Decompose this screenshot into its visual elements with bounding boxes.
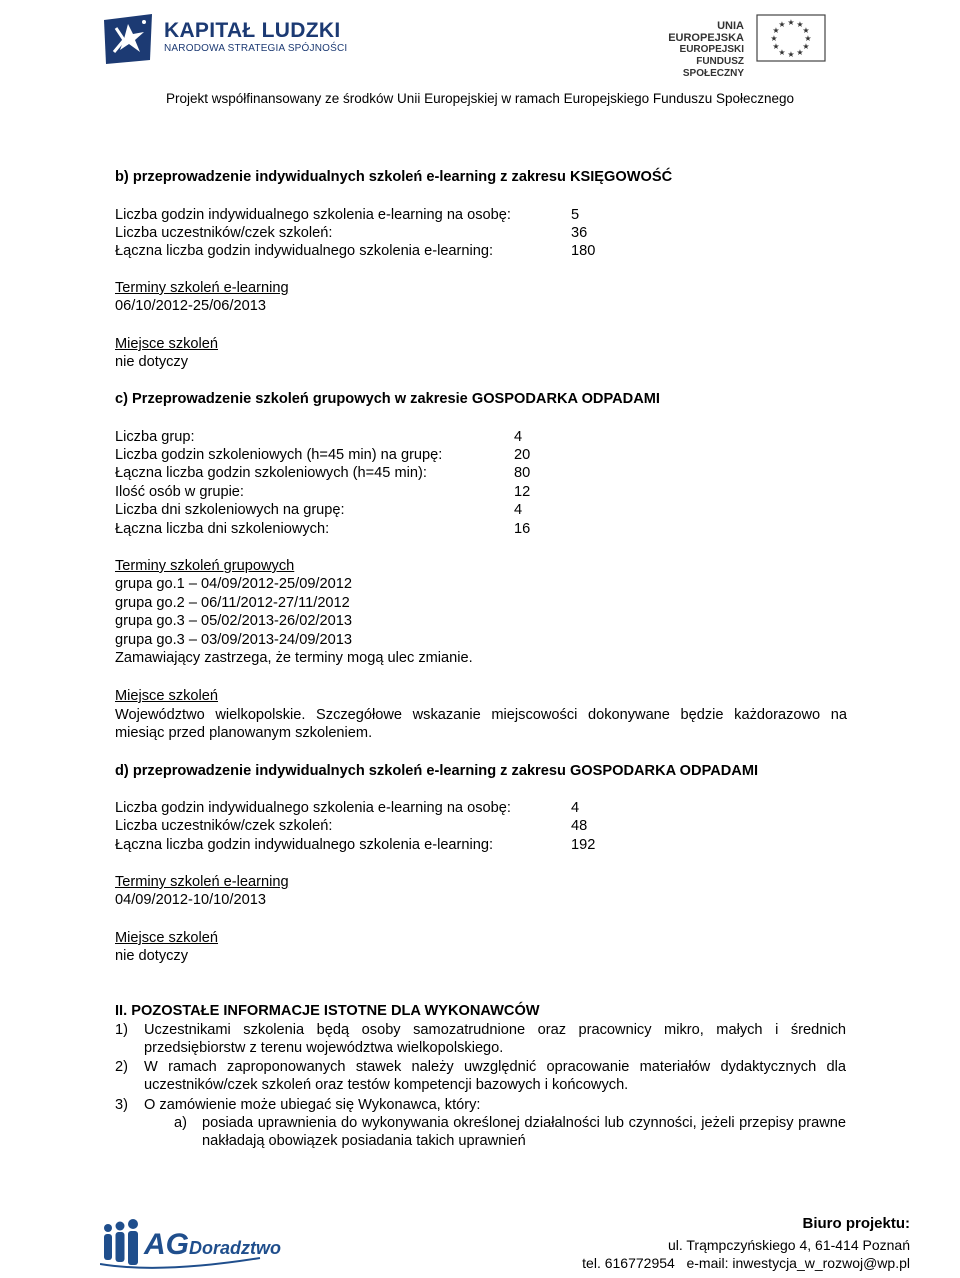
- svg-text:★: ★: [772, 26, 780, 35]
- ag-logo-ag: AG: [144, 1228, 189, 1261]
- footer-contact: [582, 1254, 910, 1272]
- section-d-row-value: 4: [571, 800, 580, 816]
- section-ii-item-number: 2): [115, 1059, 128, 1075]
- section-ii-subitem-text: posiada uprawnienia do wykonywania określonej działalności lub czynności, jeżeli przepisy prawne nakładają obowiązek posiadania takich uprawnień: [202, 1115, 846, 1149]
- footer-email: e-mail: inwestycja_w_rozwoj@wp.pl: [686, 1255, 910, 1271]
- svg-text:★: ★: [772, 42, 780, 51]
- eu-logo-line2: EUROPEJSKI: [679, 44, 744, 55]
- section-ii-title: II. POZOSTAŁE INFORMACJE ISTOTNE DLA WYKONAWCÓW: [115, 1003, 540, 1019]
- section-c-row-value: 16: [514, 521, 531, 537]
- section-ii-item-number: 3): [115, 1097, 128, 1113]
- section-b-title: b) przeprowadzenie indywidualnych szkoleń e-learning z zakresu KSIĘGOWOŚĆ: [115, 169, 673, 185]
- section-c-group-term: grupa go.1 – 04/09/2012-25/09/2012: [115, 576, 352, 592]
- footer-phone: tel. 616772954: [582, 1255, 675, 1271]
- section-ii-item-text: W ramach zaproponowanych stawek należy uwzględnić opracowanie materiałów dydaktycznych dla uczestników/czek szkoleń oraz testów kompetencji bazowych i końcowych.: [144, 1059, 846, 1093]
- section-c-row-value: 12: [514, 484, 531, 500]
- section-c-group-term: grupa go.2 – 06/11/2012-27/11/2012: [115, 595, 350, 611]
- section-ii-item-number: 1): [115, 1022, 128, 1038]
- section-b-place-value: nie dotyczy: [115, 354, 189, 370]
- section-c-row-label: Łączna liczba godzin szkoleniowych (h=45 min):: [115, 465, 427, 481]
- ag-logo-doradztwo: Doradztwo: [189, 1238, 281, 1258]
- svg-text:★: ★: [804, 34, 812, 43]
- svg-text:★: ★: [787, 50, 795, 59]
- svg-text:★: ★: [787, 18, 795, 27]
- section-b-place-heading: Miejsce szkoleń: [115, 336, 219, 352]
- section-c-row-value: 80: [514, 465, 531, 481]
- section-c-place-value: Województwo wielkopolskie. Szczegółowe wskazanie miejscowości dokonywane będzie każdorazowo na miesiąc przed planowanym szkoleniem.: [115, 707, 847, 741]
- section-c-row-label: Liczba godzin szkoleniowych (h=45 min) na grupę:: [115, 447, 443, 463]
- section-d-row-label: Łączna liczba godzin indywidualnego szkolenia e-learning:: [115, 837, 494, 853]
- svg-text:★: ★: [802, 26, 810, 35]
- section-d-row-label: Liczba godzin indywidualnego szkolenia e-learning na osobę:: [115, 800, 511, 816]
- section-c-row-label: Liczba dni szkoleniowych na grupę:: [115, 502, 345, 518]
- kapital-ludzki-title: KAPITAŁ LUDZKI: [164, 19, 341, 42]
- section-c-row-value: 4: [514, 429, 523, 445]
- ag-doradztwo-logo: [100, 1214, 281, 1274]
- eu-logo-line3: FUNDUSZ SPOŁECZNY: [682, 56, 744, 79]
- cofinancing-statement: Projekt współfinansowany ze środków Unii Europejskiej w ramach Europejskiego Funduszu Społecznego: [165, 91, 795, 106]
- section-d-row-value: 192: [571, 837, 596, 853]
- section-c-row-value: 20: [514, 447, 531, 463]
- section-c-title: c) Przeprowadzenie szkoleń grupowych w zakresie GOSPODARKA ODPADAMI: [115, 391, 660, 407]
- section-c-terms-note: Zamawiający zastrzega, że terminy mogą ulec zmianie.: [115, 650, 473, 666]
- eu-flag-icon: [756, 14, 826, 62]
- section-d-title: d) przeprowadzenie indywidualnych szkoleń e-learning z zakresu GOSPODARKA ODPADAMI: [115, 763, 759, 779]
- section-b-row-label: Liczba godzin indywidualnego szkolenia e-learning na osobę:: [115, 207, 511, 223]
- svg-text:★: ★: [778, 48, 786, 57]
- kapital-ludzki-flag-icon: [100, 10, 156, 66]
- eu-logo-line1: UNIA EUROPEJSKA: [668, 20, 744, 44]
- section-b-terms-heading: Terminy szkoleń e-learning: [115, 280, 289, 296]
- svg-text:★: ★: [778, 20, 786, 29]
- section-d-terms-value: 04/09/2012-10/10/2013: [115, 892, 266, 908]
- section-d-terms-heading: Terminy szkoleń e-learning: [115, 874, 289, 890]
- section-ii-item-text: O zamówienie może ubiegać się Wykonawca, który:: [144, 1097, 481, 1113]
- section-c-row-label: Ilość osób w grupie:: [115, 484, 244, 500]
- section-d-place-value: nie dotyczy: [115, 948, 189, 964]
- svg-text:★: ★: [796, 20, 804, 29]
- kapital-ludzki-subtitle: NARODOWA STRATEGIA SPÓJNOŚCI: [164, 43, 348, 54]
- section-b-row-value: 5: [571, 207, 580, 223]
- section-ii-item-text: Uczestnikami szkolenia będą osoby samozatrudnione oraz pracownicy mikro, małych i średnich przedsiębiorstw z terenu województwa wielkopolskiego.: [144, 1022, 846, 1056]
- section-ii-subitem-letter: a): [174, 1115, 187, 1131]
- section-d-place-heading: Miejsce szkoleń: [115, 930, 219, 946]
- section-c-group-term: grupa go.3 – 03/09/2013-24/09/2013: [115, 632, 352, 648]
- section-c-place-heading: Miejsce szkoleń: [115, 688, 219, 704]
- svg-text:★: ★: [770, 34, 778, 43]
- section-c-group-term: grupa go.3 – 05/02/2013-26/02/2013: [115, 613, 352, 629]
- section-c-terms-heading: Terminy szkoleń grupowych: [115, 558, 295, 574]
- eu-efs-logo: [640, 14, 860, 79]
- section-d-row-value: 48: [571, 818, 588, 834]
- footer-address: ul. Trąmpczyńskiego 4, 61-414 Poznań: [667, 1237, 910, 1253]
- svg-text:★: ★: [802, 42, 810, 51]
- section-b-row-value: 180: [571, 243, 596, 259]
- section-b-row-label: Łączna liczba godzin indywidualnego szkolenia e-learning:: [115, 243, 494, 259]
- section-b-row-value: 36: [571, 225, 588, 241]
- section-c-row-value: 4: [514, 502, 523, 518]
- section-c-row-label: Liczba grup:: [115, 429, 195, 445]
- section-b-row-label: Liczba uczestników/czek szkoleń:: [115, 225, 333, 241]
- section-b-terms-value: 06/10/2012-25/06/2013: [115, 298, 266, 314]
- footer-office-heading: Biuro projektu:: [802, 1215, 910, 1232]
- section-d-row-label: Liczba uczestników/czek szkoleń:: [115, 818, 333, 834]
- svg-text:★: ★: [796, 48, 804, 57]
- kapital-ludzki-logo: [100, 8, 360, 68]
- section-c-row-label: Łączna liczba dni szkoleniowych:: [115, 521, 330, 537]
